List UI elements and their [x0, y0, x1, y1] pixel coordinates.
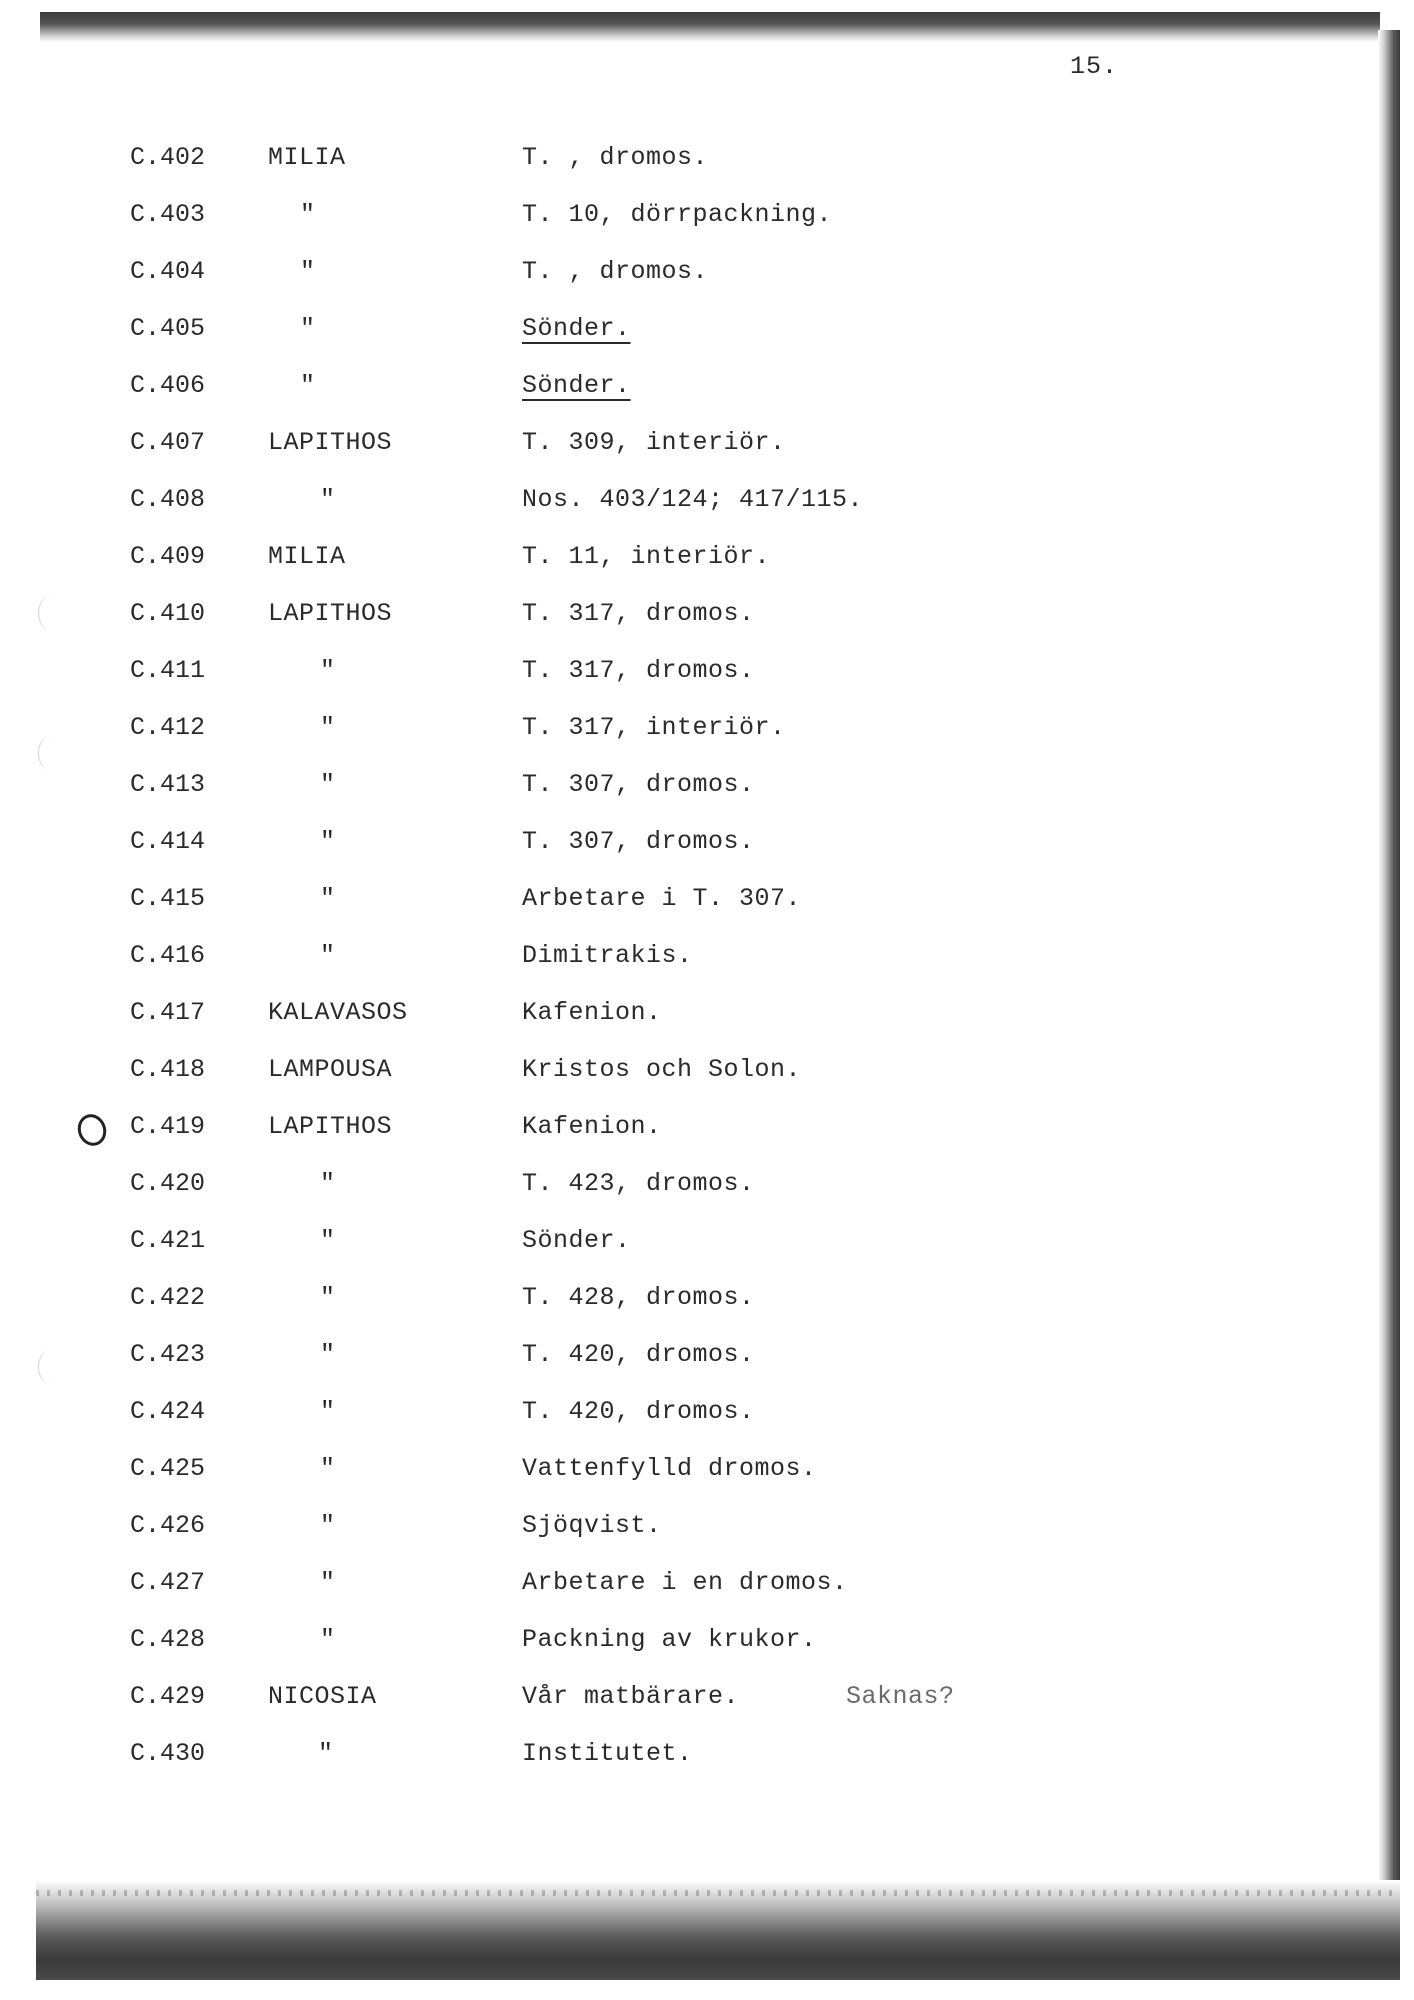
entry-code: C.409	[130, 542, 206, 571]
entry-place: "	[320, 1283, 336, 1312]
entry-place: "	[320, 656, 336, 685]
entry-code: C.421	[130, 1226, 206, 1255]
entry-description: Packning av krukor.	[522, 1625, 817, 1654]
entry-description: T. 307, dromos.	[522, 770, 755, 799]
list-item	[0, 879, 1414, 919]
entry-code: C.430	[130, 1739, 206, 1768]
entry-description: Sjöqvist.	[522, 1511, 662, 1540]
entry-description: Nos. 403/124; 417/115.	[522, 485, 864, 514]
scan-top-shadow	[40, 12, 1380, 42]
entry-description: T. 309, interiör.	[522, 428, 786, 457]
list-item	[0, 1278, 1414, 1318]
list-item	[0, 138, 1414, 178]
entry-description: Sönder.	[522, 314, 631, 343]
entry-description: Kristos och Solon.	[522, 1055, 802, 1084]
entry-description: Arbetare i T. 307.	[522, 884, 802, 913]
list-item	[0, 195, 1414, 235]
list-item	[0, 1677, 1414, 1717]
entry-code: C.415	[130, 884, 206, 913]
entry-note: Saknas?	[846, 1682, 955, 1711]
list-item	[0, 1164, 1414, 1204]
entry-code: C.405	[130, 314, 206, 343]
list-item	[0, 594, 1414, 634]
list-item	[0, 252, 1414, 292]
entry-description: T. 428, dromos.	[522, 1283, 755, 1312]
entry-place: "	[300, 200, 316, 229]
entry-place: "	[300, 371, 316, 400]
entry-code: C.427	[130, 1568, 206, 1597]
list-item	[0, 309, 1414, 349]
entry-description: Vår matbärare.	[522, 1682, 740, 1711]
entry-place: "	[300, 257, 316, 286]
entry-description: T. , dromos.	[522, 143, 709, 172]
list-item	[0, 1449, 1414, 1489]
entry-code: C.414	[130, 827, 206, 856]
entry-description: Arbetare i en dromos.	[522, 1568, 848, 1597]
entry-description: T. 10, dörrpackning.	[522, 200, 833, 229]
entry-code: C.424	[130, 1397, 206, 1426]
entry-place: MILIA	[268, 143, 346, 172]
list-item	[0, 1221, 1414, 1261]
entry-place: LAMPOUSA	[268, 1055, 393, 1084]
entry-code: C.416	[130, 941, 206, 970]
entry-description: T. , dromos.	[522, 257, 709, 286]
list-item	[0, 651, 1414, 691]
list-item	[0, 822, 1414, 862]
entry-code: C.413	[130, 770, 206, 799]
entry-place: "	[320, 1397, 336, 1426]
entry-place: "	[318, 1739, 334, 1768]
entry-place: "	[320, 1169, 336, 1198]
entry-code: C.425	[130, 1454, 206, 1483]
entry-place: LAPITHOS	[268, 599, 393, 628]
entry-place: "	[300, 314, 316, 343]
entry-description: Sönder.	[522, 371, 631, 400]
list-item	[0, 1335, 1414, 1375]
list-item	[0, 1620, 1414, 1660]
entry-code: C.420	[130, 1169, 206, 1198]
entry-place: "	[320, 713, 336, 742]
page-number: 15.	[1070, 52, 1119, 81]
entry-description: T. 317, interiör.	[522, 713, 786, 742]
entry-description: Kafenion.	[522, 1112, 662, 1141]
list-item	[0, 708, 1414, 748]
entry-description: Institutet.	[522, 1739, 693, 1768]
entry-place: "	[320, 1625, 336, 1654]
entry-place: "	[320, 1226, 336, 1255]
list-item	[0, 765, 1414, 805]
entry-place: NICOSIA	[268, 1682, 377, 1711]
entry-code: C.404	[130, 257, 206, 286]
list-item	[0, 366, 1414, 406]
entry-description: T. 317, dromos.	[522, 656, 755, 685]
entry-description: T. 317, dromos.	[522, 599, 755, 628]
entry-code: C.428	[130, 1625, 206, 1654]
entry-code: C.402	[130, 143, 206, 172]
entry-code: C.407	[130, 428, 206, 457]
entry-code: C.406	[130, 371, 206, 400]
list-item	[0, 480, 1414, 520]
entry-place: "	[320, 1454, 336, 1483]
entry-place: "	[320, 941, 336, 970]
entry-place: "	[320, 485, 336, 514]
entry-code: C.410	[130, 599, 206, 628]
list-item	[0, 993, 1414, 1033]
entry-code: C.411	[130, 656, 206, 685]
entry-place: "	[320, 1511, 336, 1540]
entry-code: C.423	[130, 1340, 206, 1369]
list-item	[0, 1107, 1414, 1147]
entry-place: "	[320, 884, 336, 913]
list-item	[0, 537, 1414, 577]
entry-place: "	[320, 827, 336, 856]
entry-place: "	[320, 1568, 336, 1597]
list-item	[0, 1506, 1414, 1546]
entry-place: "	[320, 1340, 336, 1369]
entry-place: LAPITHOS	[268, 428, 393, 457]
entry-code: C.426	[130, 1511, 206, 1540]
entry-code: C.422	[130, 1283, 206, 1312]
entry-description: Kafenion.	[522, 998, 662, 1027]
entry-place: MILIA	[268, 542, 346, 571]
list-item	[0, 1050, 1414, 1090]
entry-description: T. 307, dromos.	[522, 827, 755, 856]
entry-code: C.417	[130, 998, 206, 1027]
entry-place: KALAVASOS	[268, 998, 408, 1027]
entry-description: Vattenfylld dromos.	[522, 1454, 817, 1483]
entry-code: C.418	[130, 1055, 206, 1084]
entry-description: Dimitrakis.	[522, 941, 693, 970]
list-item	[0, 936, 1414, 976]
entry-place: LAPITHOS	[268, 1112, 393, 1141]
list-item	[0, 1734, 1414, 1774]
entry-code: C.408	[130, 485, 206, 514]
list-item	[0, 1392, 1414, 1432]
entry-description: T. 423, dromos.	[522, 1169, 755, 1198]
list-item	[0, 1563, 1414, 1603]
entry-code: C.429	[130, 1682, 206, 1711]
entry-description: Sönder.	[522, 1226, 631, 1255]
list-item	[0, 423, 1414, 463]
entry-description: T. 420, dromos.	[522, 1397, 755, 1426]
entry-place: "	[320, 770, 336, 799]
entry-code: C.412	[130, 713, 206, 742]
entry-description: T. 420, dromos.	[522, 1340, 755, 1369]
scan-noise	[36, 1890, 1400, 1896]
entry-code: C.403	[130, 200, 206, 229]
entry-description: T. 11, interiör.	[522, 542, 771, 571]
entry-code: C.419	[130, 1112, 206, 1141]
